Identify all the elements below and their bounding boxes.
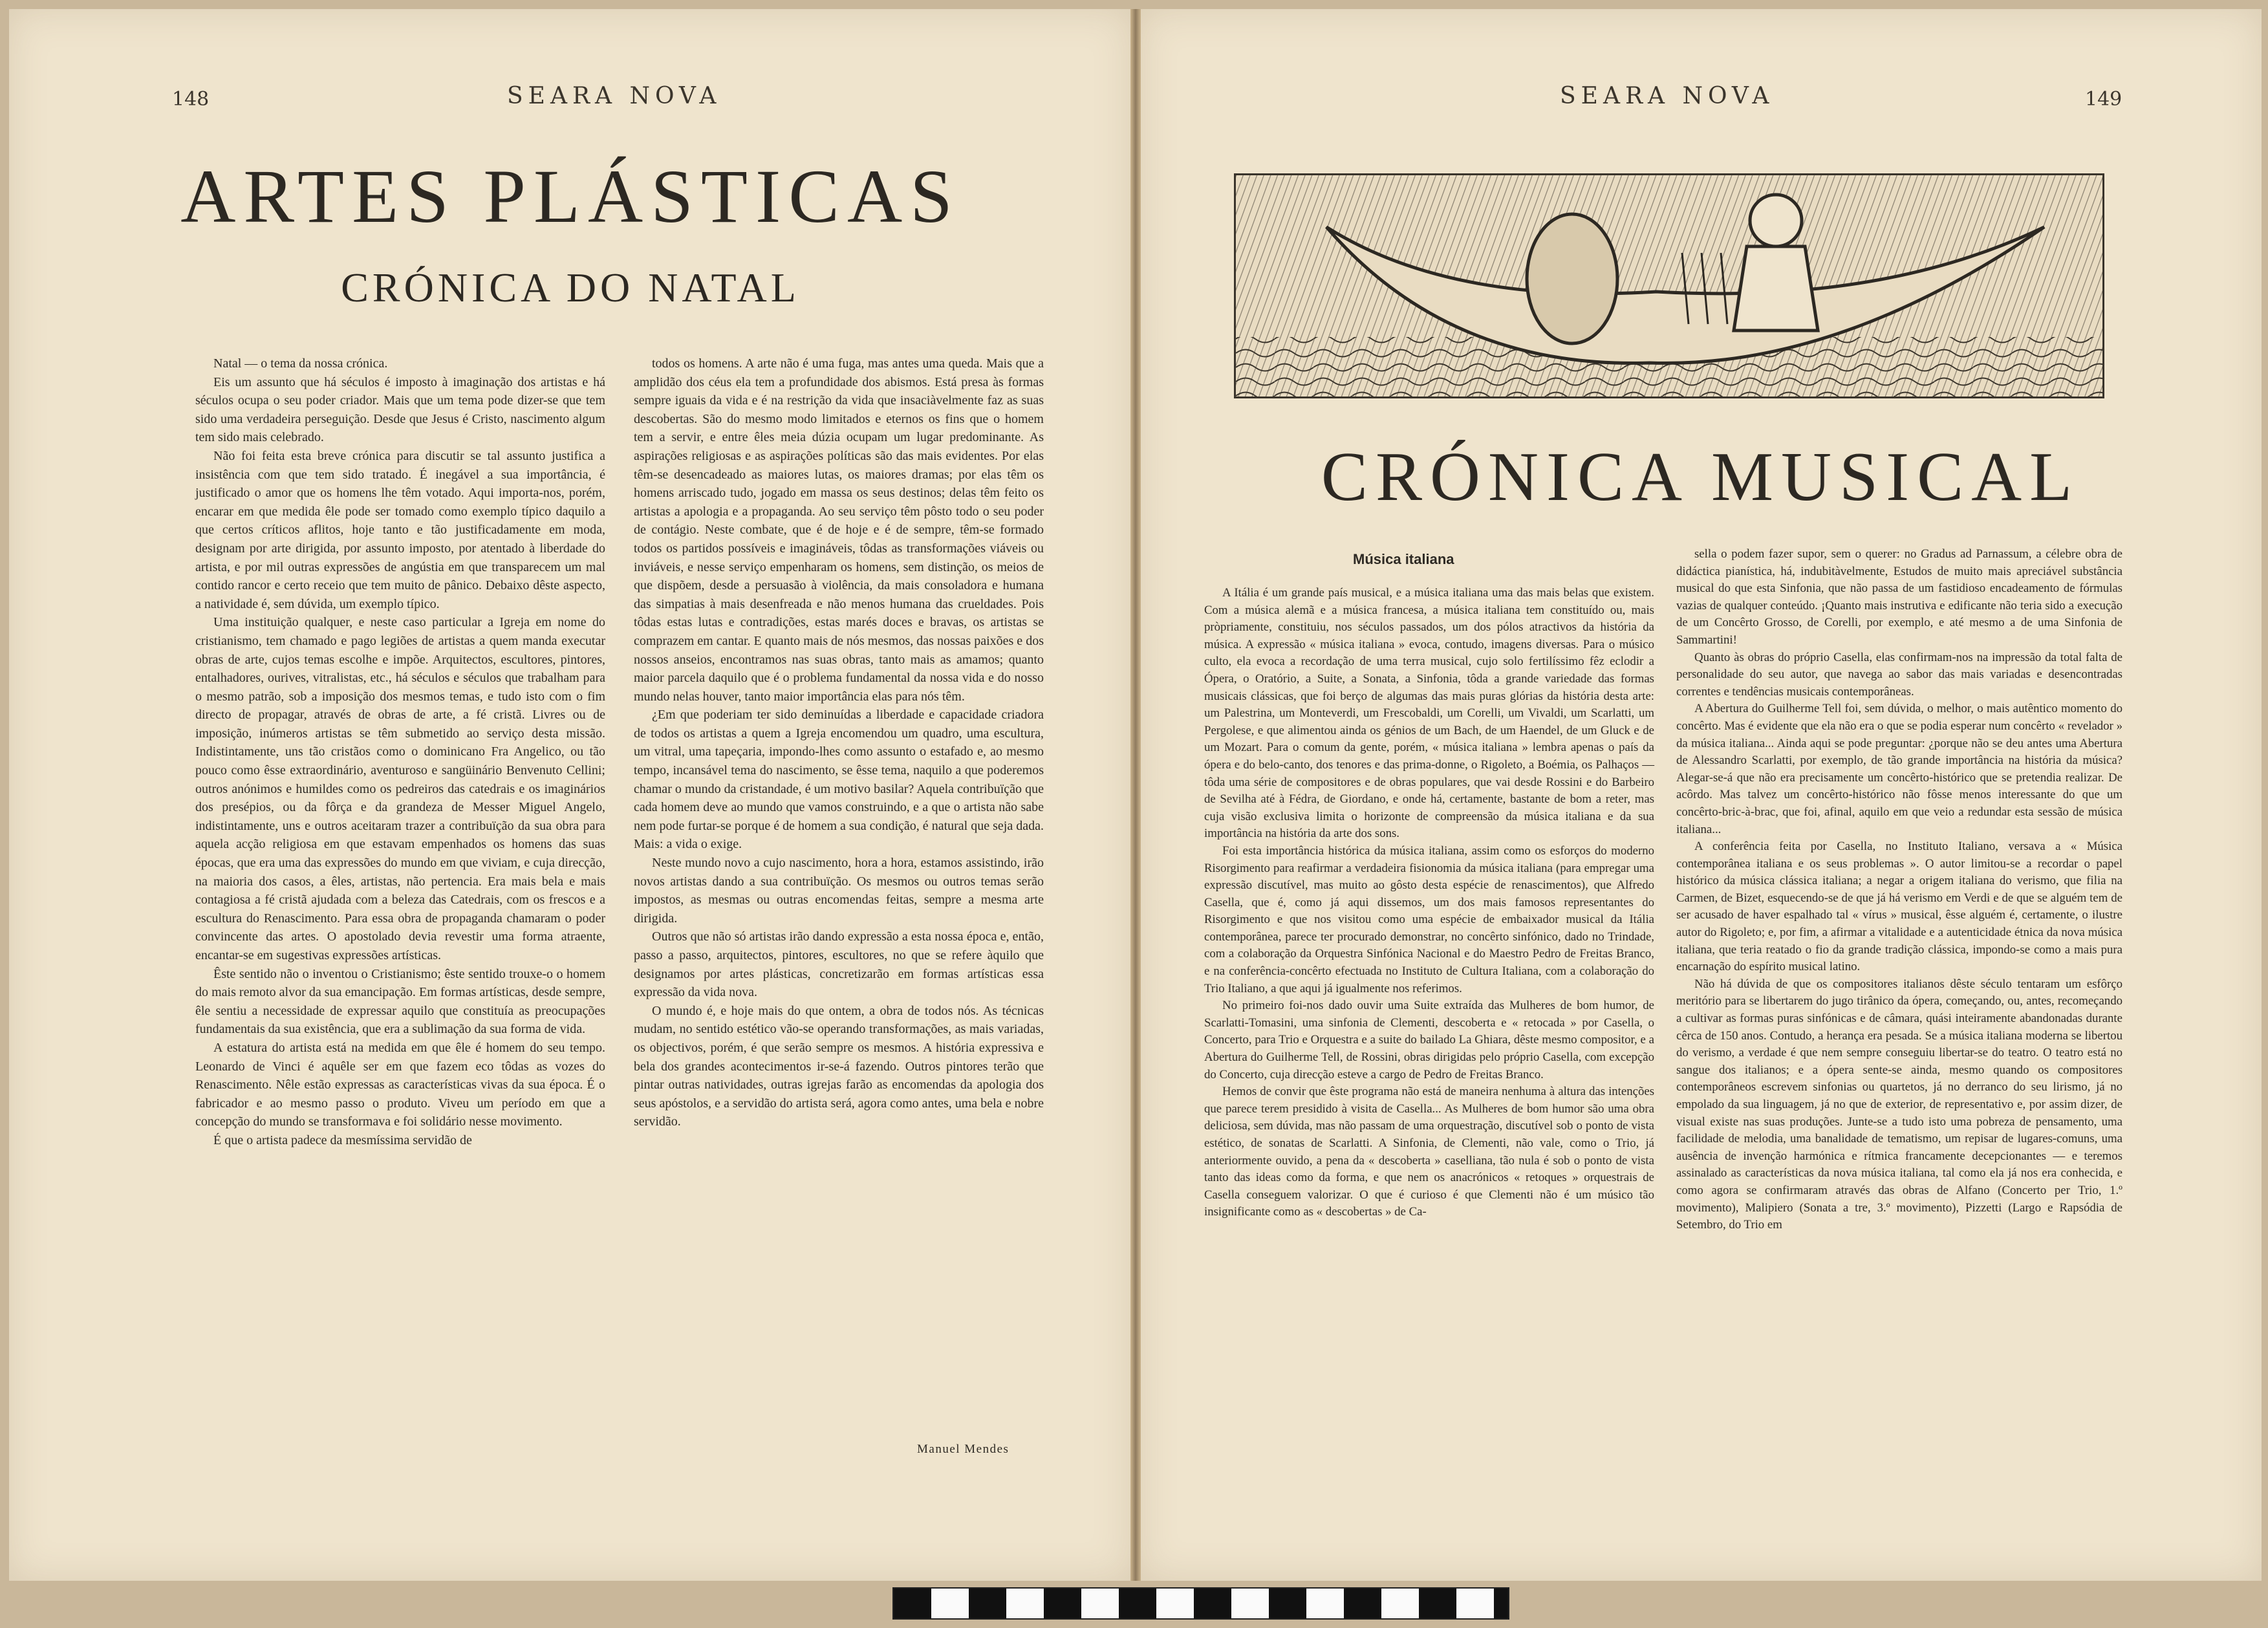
paragraph: A estatura do artista está na medida em que êle é homem do seu tempo. Leonardo de Vinci é aquêle ser em que fazem eco tôdas as vozes do Renascimento. Nêle estão expressas as características vivas da sua época. É o fabricador e ao mesmo passo o produto. Viveu um período em que a concepção do mundo se transformava e foi solidário nesse movimento. [195,1040,605,1129]
paragraph: Eis um assunto que há séculos é imposto à imaginação dos artistas e há séculos ocupa o seu poder criador. Mais que um tema pode dizer-se que tem sido uma verdadeira perseguição. Desde que Jesus é Cristo, nascimento algum tem sido mais celebrado. [195,374,605,445]
paragraph: O mundo é, e hoje mais do que ontem, a obra de todos nós. As técnicas mudam, no sentido estético vão-se operando transformações, as mais variadas, os objectivos, porém, é que serão sempre os mesmos. A história expressiva e bela dos grandes acontecimentos ir-se-á fazendo. Outros pintores terão que pintar outras natividades, outras igrejas farão as encomendas da apologia dos seus apóstolos, e a servidão do artista será, agora como antes, uma bela e nobre servidão. [634,1003,1044,1129]
paragraph: Êste sentido não o inventou o Cristianismo; êste sentido trouxe-o o homem do mais remoto alvor da sua emancipação. Em formas artísticas, desde sempre, êle sentiu a necessidade de expressar aquilo que constituía as preocupações fundamentais da sua existência, que era a sublimação da sua forma de vida. [195,966,605,1037]
music-column-2 [1676,546,2122,1574]
page-title-cronica-musical: CRÓNICA MUSICAL [1321,439,2080,516]
paragraph: A Itália é um grande país musical, e a música italiana uma das mais belas que existem. Com a música alemã e a música francesa, a música italiana tem constituído ou, mais pròpriamente, constituiu, nos séculos passados, um dos pólos atractivos da história da música. A expressão « música italiana » evoca, contudo, imagens diversas. Para o músico culto, ela evoca a recordação de uma terra musical, cujo solo fertilíssimo fêz eclodir a Ópera, o Oratório, a Suite, a Sonata, a Sinfonia, tôda a grande variedade das formas musicais clássicas, que foi berço de algumas das mais puras glórias da história desta arte: um Palestrina, um Monteverdi, um Frescobaldi, um Corelli, um Vivaldi, um Scarlatti, um Pergolese, e que alimentou ainda os génios de um Bach, de um Haendel, de um Gluck e de um Mozart. Para o comum da gente, porém, « música italiana » lembra apenas o país da ópera e do belo-cantо, dos tenores e das prima-donne, o Rigoleto, a Boémia, os Palhaços — tôda uma série de compositores e de obras populares, que vai desde Rossini e do Barbeiro de Sevilha até à Fédra, de Giordano, e onde há, certamente, bastante de bom a reter, mas cuja visão exclusiva limita o horizonte de compreensão da música italiana e da sua importância na história da arte dos sons. [1204,586,1654,841]
paragraph: Quanto às obras do próprio Casella, elas confirmam-nos na impressão da total falta de personalidade do seu autor, que navega ao sabor das mais variadas e desencontradas correntes e tendências musicais contemporâneas. [1676,650,2122,699]
music-column-1 [1204,585,1654,1574]
color-scale-bar [892,1587,1509,1620]
page-gutter [1130,9,1141,1581]
paragraph: ¿Em que poderiam ter sido deminuídas a liberdade e capacidade criadora de todos os artistas a quem a Igreja encomendou um quadro, uma escultura, um vitral, uma tapeçaria, impondo-lhes como assunto o estafado e, ao mesmo tempo, incansável tema do nascimento, se êsse tema, naquilo a que poderemos chamar o mundo da cristandade, é um motivo basilar? Aquela contribuïção que cada homem deve ao mundo que vamos construindo, e a que o artista não sabe nem pode furtar-se porque é de homem a sua condição, é natural que seja dada. Mais: a vida o exige. [634,708,1044,852]
paragraph: Natal — o tema da nossa crónica. [213,356,388,371]
paragraph: Uma instituição qualquer, e neste caso particular a Igreja em nome do cristianismo, tem chamado e pago legiões de artistas a quem manda executar obras de arte, cujos temas escolhe e impõe. Arquitectos, escultores, pintores, entalhadores, ourives, vitralistas, etc., há séculos e séculos que trabalham para o mesmo patrão, sob a imposição dos mesmos temas, e tudo isto com o fim directo de propagar, através de obras de arte, a fé cristã. Livres ou de imposição, inúmeros artistas se têm submetido ao serviço desta missão. Indistintamente, uns tão cristãos como o dominicano Fra Angelico, ou tão pouco como êsse extraordinário, aventuroso e sangüinário Benvenuto Cellini; outros anónimos e humildes como os pedreiros das catedrais e os imaginários dos presépios, ou da fôrça e da grandeza de Messer Miguel Angelo, indistintamente, uns e outros aceitaram trazer a contribuïção da sua obra para aquela acção religiosa em que estavam empenhados os homens das suas épocas, que era uma das expressões do mundo em que viviam, e cuja direcção, na maioria dos casos, a êles, artistas, não pertencia. Era mais bela e mais contagiosa a fé cristã ajudada com a beleza das Catedrais, com os frescos e a escultura do Renascimento. Para essa obra de propaganda chamaram o poder convincente das artes. O apostolado devia revestir uma forma atraente, encantar-se em sugestivas expressões artísticas. [195,615,605,962]
running-head-left: SEARA NOVA [507,83,722,109]
paragraph: A conferência feita por Casella, no Instituto Italiano, versava a « Música contemporânea italiana e os seus problemas ». O autor limitou-se a recordar o papel histórico da música clássica italiana; a negar a origem italiana do verismo, que filia na Carmen, de Bizet, esquecendo-se de que já há verismo em Verdi e de que se alguém tem de ser acusado de haver espalhado tal « vírus » musical, êsse alguém é, certamente, o ilustre autor do Rigoleto; e, por fim, a afirmar a vitalidade e a autenticidade étnica da nova música italiana, que teria reatado o fio da grande tradição clássica, impondo-se como a mais pura encarnação do espírito musical latino. [1676,840,2122,974]
paragraph: todos os homens. A arte não é uma fuga, mas antes uma queda. Mais que a amplidão dos céus ela tem a profundidade dos abismos. Está presa às formas sempre iguais da vida e é na restrição da vida que insaciàvelmente faz as suas descobertas. São do mesmo modo limitados e eternos os fins que o homem tem a servir, e entre êles meia dúzia ocupam um lugar predominante. As aspirações religiosas e as aspirações políticas são das mais evidentes. Por elas têm-se desencadeado as maiores lutas, os maiores dramas; por elas têm os homens arriscado tudo, jogado em massa os seus destinos; delas têm feito os artistas a apologia e a propaganda. Ao seu serviço têm pôsto todo o seu poder de contágio. Neste combate, que é de hoje e é de sempre, têm-se formado todos os partidos possíveis e imagináveis, tôdas as transformações viáveis ou inviáveis, e nesse serviço empenharam os homens, sem distinção, os meios de que dispõem, desde a persuasão à violência, da mais consoladora e humana das simpatias à mais desenfreada e não menos humana das crueldades. Pois tôdas estas lutas e contradições, estas marés doces e bravas, os artistas se comprazem em cantar. E quanto mais de nós mesmos, das nossas paixões e dos nossos anseios, encontramos nas suas obras, tanto mais as amamos; quanto maior parcela daquilo que é o problema fundamental da nossa vida e do nosso mundo nelas houver, tanto maior importância elas para nós têm. [634,356,1044,704]
running-head-right: SEARA NOVA [1560,83,1775,109]
page-number-left: 148 [172,88,210,111]
engraving-two-figures-boat-icon [1236,175,2102,396]
paragraph: Não foi feita esta breve crónica para discutir se tal assunto justifica a insistência com que tem sido tratado. É inegável a sua importância, é justificado o amor que os homens lhe têm votado. Aqui importa-nos, porém, encarar em que medida êle pode ser tomado como exemplo típico daquilo a que certos críticos aflitos, hoje tanto e tão justificadamente em moda, designam por arte dirigida, por assunto imposto, por atentado à liberdade do artista, e por mil outras expressões de angústia em que transparecem um mal contido rancor e certo receio que tem muito de pânico. Debaixo dêste aspecto, a natividade é, sem dúvida, um exemplo típico. [195,448,605,611]
paragraph: Neste mundo novo a cujo nascimento, hora a hora, estamos assistindo, irão novos artistas dando a sua contribuïção. Os mesmos ou outros temas serão impostos, as mesmas ou outras encomendas feitas, sempre a mesma arte dirigida. [634,856,1044,926]
paragraph: A Abertura do Guilherme Tell foi, sem dúvida, o melhor, o mais autêntico momento do concêrto. Mas é evidente que ela não era o que se podia esperar num concêrto « revelador » da música italiana... Ainda aqui se pode preguntar: ¿porque não se deu antes uma Abertura de Alessandro Scarlatti, por exemplo, de tão grande importância na história da música? Alegar-se-á que não era precisamente um concêrto-histórico que se pretendia realizar. De acôrdo. Mas talvez um concêrto-histórico não fôsse menos interessante do que um concêrto-bric-à-brac, que foi, afinal, aquilo em que veio a redundar esta sessão de música italiana... [1676,702,2122,836]
section-heading: Música italiana [1353,551,1454,567]
article-column-1 [195,354,605,1475]
engraving-illustration [1234,173,2104,398]
paragraph: Foi esta importância histórica da música italiana, assim como os esforços do moderno Risorgimento para reafirmar a verdadeira fisionomia da música italiana (para empregar uma expressão discutível, mas muito ao gôsto desta espécie de renascimentos), que Alfredo Casella, que é, como já aqui dissemos, um dos mais famosos representantes do Risorgimento e que nos visitou como uma espécie de embaixador musical da Itália contemporânea, parece ter procurado demonstrar, no concêrto sinfónico, dado no Trindade, com a colaboração da Orquestra Sinfónica Nacional e do Maestro Pedro de Freitas Branco, e na conferência-concêrto efectuada no Instituto de Cultura Italiana, com a colaboração do Trio Italiano, a que aqui já igualmente nos referimos. [1204,843,1654,995]
paragraph: É que o artista padece da mesmíssima servidão de [213,1133,472,1147]
page-number-right: 149 [2085,88,2122,111]
author-signature: Manuel Mendes [917,1442,1010,1456]
page-title-artes: ARTES PLÁSTICAS [180,154,960,239]
paragraph: Outros que não só artistas irão dando expressão a esta nossa época e, então, passo a passo, arquitectos, pintores, escultores, no que se refere àquilo que designamos por artes plásticas, concretizarão em formas artísticas essa expressão da vida nova. [634,929,1044,1000]
paragraph: No primeiro foi-nos dado ouvir uma Suite extraída das Mulheres de bom humor, de Scarlatti-Tomasini, uma sinfonia de Clementi, descoberta e « retocada » por Casella, o Concerto, para Trio e Orquestra e a suite do bailado La Ghiara, dêste mesmo compositor, e a Abertura do Guilherme Tell, de Rossini, obras dirigidas pelo próprio Casella, com excepção do Concerto, cuja direcção esteve a cargo de Pedro de Freitas Branco. [1204,999,1654,1081]
paragraph: Hemos de convir que êste programa não está de maneira nenhuma à altura das intenções que parece terem presidido à visita de Casella... As Mulheres de bom humor são uma obra deliciosa, sem dúvida, mas não passam de uma orquestração, discutível sob o ponto de vista estético, de sonatas de Scarlatti. A Sinfonia, de Clementi, não vale, como o Trio, já anteriormente ouvido, a pena da « descoberta » caselliana, tão nula é sob o ponto de vista tanto das ideas como da forma, e que nem os anacrónicos « retoques » orquestrais de Casella conseguem valorizar. O que é curioso é que Clementi não é um músico tão insignificante como as « descobertas » de Ca- [1204,1085,1654,1219]
paragraph: Não há dúvida de que os compositores italianos dêste século tentaram um esfôrço meritório para se libertarem do jugo tirânico da ópera, começando, ou, antes, recomeçando a cultivar as formas puras sinfónicas e de câmara, quási inteiramente abandonadas durante cêrca de 150 anos. Contudo, a herança era pesada. Se a música italiana moderna se libertou do verismo, a verdade é que nem sempre conseguiu libertar-se do teatro. O teatro está no sangue dos italianos; e a ópera sente-se ainda, mesmo quando os compositores contemporâneos escrevem sinfonias ou quartetos, já no derranco do seu lirismo, já no empolado da sua linguagem, já no que de exterior, de representativo e, por assim dizer, de visual existe nas suas produções. Junte-se a tudo isto uma pobreza de pensamento, uma facilidade de melodia, uma banalidade de tematismo, um repisar de lugares-comuns, uma ausência de invenção harmónica e rítmica francamente decepcionantes — e teremos assinalado as características da nova música italiana, tal como ela já nos era conhecida, e como agora se confirmaram através das obras de Alfano (Concerto per Trio, 1.º movimento), Malipiero (Sonata a tre, 3.º movimento), Pizzetti (Largo e Rapsódia de Setembro, do Trio em [1676,977,2122,1232]
paragraph: sella o podem fazer supor, sem o querer: no Gradus ad Parnassum, a célebre obra de didáctica pianística, há, indubitàvelmente, Estudos de muito mais apreciável substância musical do que esta Sinfonia, que não passa de um fastidioso encadeamento de fórmulas vazias de qualquer conteúdo. ¡Quanto mais instrutiva e edificante não teria sido a execução de um Concêrto Grosso, de Corelli, por exemplo, e até mesmo a de uma Sinfonia de Sammartini! [1676,547,2122,647]
subtitle-cronica-natal: CRÓNICA DO NATAL [341,265,800,310]
article-column-2 [634,354,1044,1241]
